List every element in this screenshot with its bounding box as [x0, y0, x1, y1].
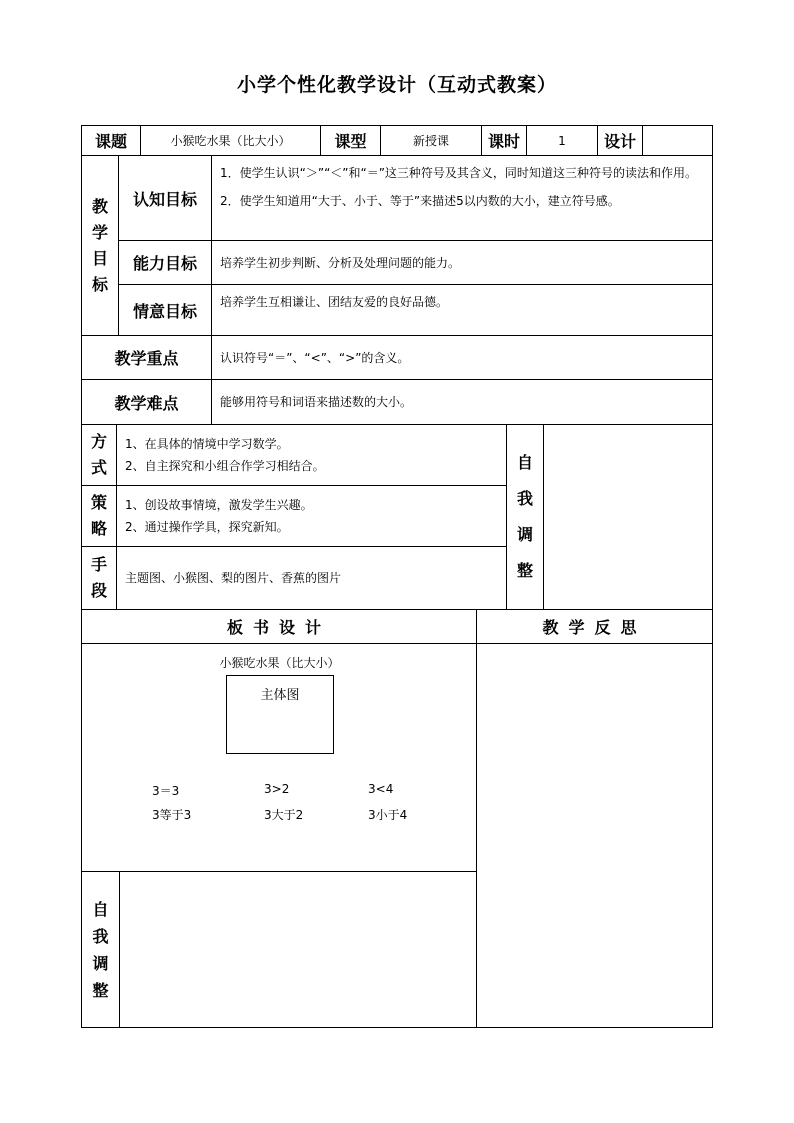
type-label: 课型 [321, 126, 381, 155]
cognitive-label: 认知目标 [119, 156, 212, 241]
board-design-header: 板书设计 [82, 610, 477, 644]
fangshi-label: 方 式 [82, 425, 117, 486]
methods-self-adjust-content [544, 425, 712, 610]
topic-value: 小猴吃水果（比大小） [141, 126, 321, 155]
theme-picture-label: 主体图 [260, 688, 300, 703]
key-point-content [212, 336, 712, 380]
shouduan-label: 手 段 [82, 547, 117, 610]
design-label: 设计 [598, 126, 643, 155]
header-row [82, 126, 712, 156]
page-title: 小学个性化教学设计（互动式教案） [236, 74, 557, 96]
theme-picture-box [226, 675, 334, 754]
fangshi-item-2: 2、自主探究和小组合作学习相结合。 [125, 459, 325, 473]
emotion-text: 培养学生互相谦让、团结友爱的良好品德。 [220, 295, 449, 309]
bottom-self-adjust-label: 自 我 调 整 [82, 872, 120, 1027]
bottom-self-adjust-content [120, 872, 477, 1027]
emotion-label: 情意目标 [119, 285, 212, 336]
cognitive-item-2: 2．使学生知道用“大于、小于、等于”来描述5以内数的大小，建立符号感。 [220, 194, 620, 208]
goals-group-label: 教 学 目 标 [82, 156, 119, 336]
comparison-less-words: 3小于4 [368, 808, 408, 822]
key-point-label: 教学重点 [82, 336, 212, 380]
lesson-plan-table [81, 125, 713, 1028]
comparison-less: 3<4 [368, 782, 394, 796]
ability-text: 培养学生初步判断、分析及处理问题的能力。 [220, 255, 461, 270]
shouduan-content [117, 547, 507, 610]
board-subtitle: 小猴吃水果（比大小） [219, 656, 340, 670]
reflection-content [477, 644, 712, 1027]
ability-label: 能力目标 [119, 241, 212, 285]
key-point-text: 认识符号“＝”、“<”、“>”的含义。 [220, 350, 410, 365]
shouduan-text: 主题图、小猴图、梨的图片、香蕉的图片 [125, 571, 342, 585]
comparison-greater-words: 3大于2 [264, 808, 304, 822]
board-design-content [82, 644, 477, 872]
fangshi-content [117, 425, 507, 486]
emotion-content [212, 285, 712, 336]
hours-label: 课时 [482, 126, 527, 155]
difficulty-text: 能够用符号和词语来描述数的大小。 [220, 395, 413, 409]
type-value: 新授课 [381, 126, 482, 155]
comparison-equal-words: 3等于3 [152, 808, 192, 822]
cognitive-content [212, 156, 712, 241]
cognitive-item-1: 1．使学生认识“＞”“＜”和“＝”这三种符号及其含义，同时知道这三种符号的读法和作用。 [220, 166, 697, 180]
celue-item-2: 2、通过操作学具，探究新知。 [125, 520, 289, 534]
celue-item-1: 1、创设故事情境，激发学生兴趣。 [125, 498, 313, 512]
difficulty-content [212, 380, 712, 425]
difficulty-label: 教学难点 [82, 380, 212, 425]
reflection-header: 教学反思 [477, 610, 712, 644]
celue-content [117, 486, 507, 547]
topic-label: 课题 [82, 126, 141, 155]
celue-label: 策 略 [82, 486, 117, 547]
fangshi-item-1: 1、在具体的情境中学习数学。 [125, 437, 289, 451]
comparison-greater: 3>2 [264, 782, 290, 796]
hours-value: 1 [527, 126, 598, 155]
methods-self-adjust-label: 自 我 调 整 [507, 425, 544, 610]
ability-content [212, 241, 712, 285]
comparison-equal: 3＝3 [152, 784, 180, 798]
